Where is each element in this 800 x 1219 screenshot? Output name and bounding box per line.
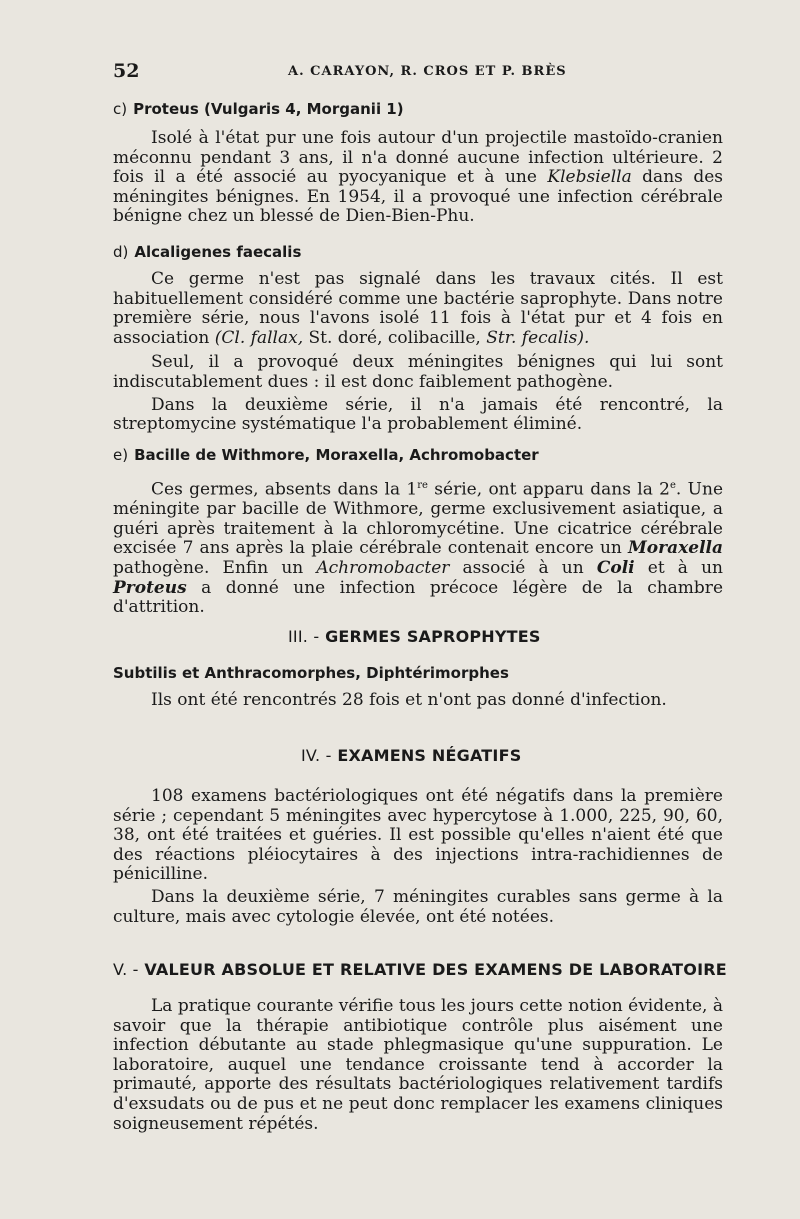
section-v-title: VALEUR ABSOLUE ET RELATIVE DES EXAMENS DE LABORATOIRE (144, 960, 727, 979)
italic-term: Str. fecalis). (486, 327, 590, 348)
section-e-title: Bacille de Withmore, Moraxella, Achromobacter (134, 446, 539, 464)
text-run: a donné une infection précoce légère de la chambre d'attrition. (113, 577, 723, 618)
section-d-paragraph-1 (113, 270, 723, 348)
section-iii-subtitle: Subtilis et Anthracomorphes, Diphtérimorphes (113, 664, 509, 682)
section-d-paragraph-2: Seul, il a provoqué deux méningites bénignes qui lui sont indiscutablement dues : il est donc faiblement pathogène. (113, 352, 723, 392)
text-run: . Une méningite par bacille de Withmore, germe exclusivement asiatique, a guéri après traitement à la chloromycétine. Une cicatrice cérébrale excisée 7 ans après la plaie cérébrale contenait encore un (113, 479, 723, 559)
section-e (113, 446, 723, 618)
section-c (113, 100, 723, 227)
section-c-heading (113, 100, 723, 118)
section-iv-paragraph-1: 108 examens bactériologiques ont été négatifs dans la première série ; cependant 5 méningites avec hypercytose à 1.000, 225, 90, 60, 38, ont été traitées et guéries. Il est possible qu'elles n'aient été que des réactions pléiocytaires à des injections intra-rachidiennes de pénicilline. (113, 786, 723, 885)
italic-term: Moraxella (627, 538, 723, 559)
text-run: pathogène. Enfin un (113, 558, 317, 579)
page-header (113, 60, 723, 82)
section-iv-heading (301, 746, 521, 765)
section-d-paragraph-3: Dans la deuxième série, il n'a jamais été rencontré, la streptomycine systématique l'a probablement éliminé. (113, 394, 723, 435)
italic-term: Achromobacter (316, 558, 450, 579)
section-c-paragraph (113, 129, 723, 227)
section-iii (113, 664, 723, 711)
section-iii-title: GERMES SAPROPHYTES (325, 627, 541, 646)
section-e-paragraph (113, 476, 723, 618)
section-c-letter: c) (113, 100, 128, 118)
section-iv-title: EXAMENS NÉGATIFS (337, 746, 522, 765)
section-v-paragraph: La pratique courante vérifie tous les jours cette notion évidente, à savoir que la thérapie antibiotique contrôle plus aisément une infection débutante au stade phlegmasique qu'une suppuration. Le laboratoire, auquel une tendance croissante tend à accorder la primauté, apporte des résultats bactériologiques relativement tardifs d'exsudats ou de pus et ne peut donc remplacer les examens cliniques soigneusement répétés. (113, 996, 723, 1134)
italic-term: Proteus (113, 577, 187, 598)
text-run: St. doré, colibacille, (303, 327, 487, 348)
text-run: série, ont apparu dans la 2 (427, 479, 670, 500)
text-run: Isolé à l'état pur une fois autour d'un projectile mastoïdo-cranien méconnu pendant 3 ans, il n'a donné aucune infection ultérieure. 2 fois il a été associé au pyocyanique et à une (113, 128, 723, 188)
section-v-heading (113, 960, 727, 979)
text-run: associé à un (449, 558, 597, 579)
section-iv (113, 787, 723, 927)
running-title: A. CARAYON, R. CROS ET P. BRÈS (288, 64, 567, 79)
italic-term: Klebsiella (547, 167, 632, 188)
italic-term: (Cl. fallax, (214, 327, 304, 348)
text-run: Ce germe n'est pas signalé dans les travaux cités. Il est habituellement considéré comme une bactérie saprophyte. Dans notre première série, nous l'avons isolé 11 fois à l'état pur et 4 fois en association (113, 269, 723, 348)
page-number: 52 (113, 60, 140, 82)
section-d-letter: d) (113, 243, 129, 261)
section-iii-paragraph: Ils ont été rencontrés 28 fois et n'ont pas donné d'infection. (151, 690, 667, 710)
text-run: et à un (634, 558, 723, 579)
superscript: re (417, 480, 428, 491)
section-d-heading (113, 243, 723, 261)
section-d (113, 243, 723, 435)
italic-term: Coli (596, 558, 635, 579)
text-run: Ces germes, absents dans la 1 (151, 479, 418, 500)
section-d-title: Alcaligenes faecalis (134, 243, 302, 261)
text-run: dans des méningites bénignes. En 1954, il a provoqué une infection cérébrale bénigne chez un blessé de Dien-Bien-Phu. (113, 167, 723, 227)
section-e-heading (113, 446, 723, 464)
section-c-title: Proteus (Vulgaris 4, Morganii 1) (133, 100, 404, 118)
superscript: e (670, 480, 676, 491)
section-iv-paragraph-2: Dans la deuxième série, 7 méningites curables sans germe à la culture, mais avec cytologie élevée, ont été notées. (113, 886, 723, 927)
section-e-letter: e) (113, 446, 129, 464)
section-iii-heading (288, 627, 541, 646)
section-iv-number: IV. - (301, 746, 332, 765)
section-v (113, 997, 723, 1134)
section-iii-number: III. - (288, 627, 320, 646)
section-v-number: V. - (113, 960, 139, 979)
